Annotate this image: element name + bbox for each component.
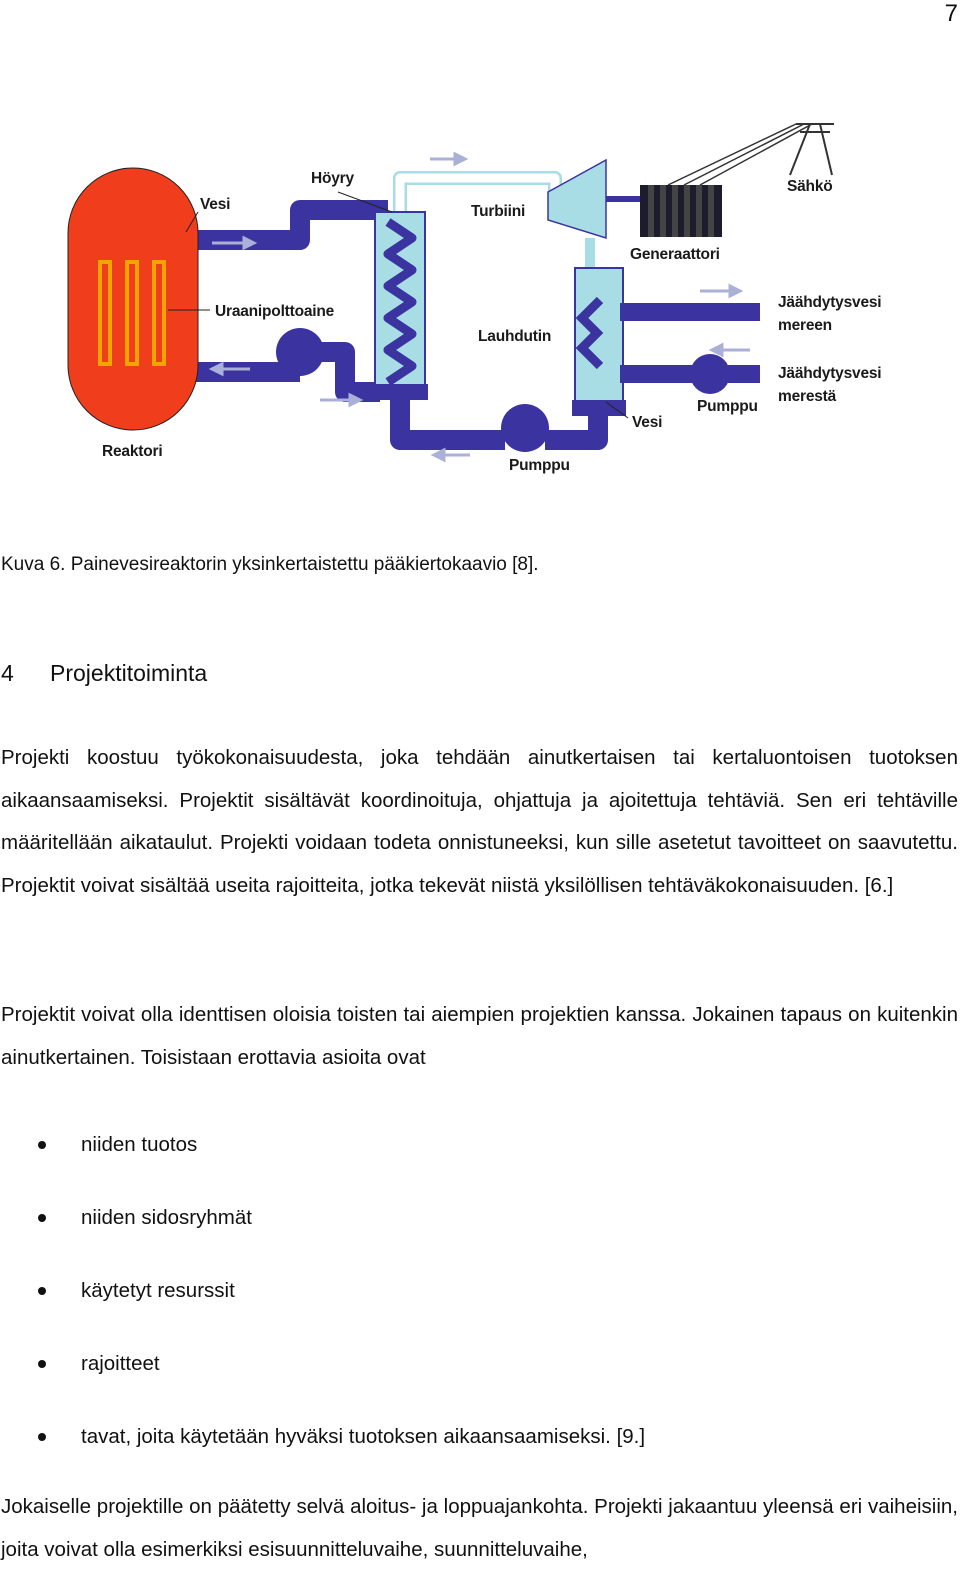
label-water-top: Vesi (200, 196, 231, 213)
bullet-list (0, 1123, 958, 1488)
bullet-icon (38, 1287, 46, 1295)
label-cooling-to-sea-1: Jäähdytysvesi (778, 294, 882, 311)
label-uranium-fuel: Uraanipolttoaine (215, 303, 335, 320)
label-pump-right: Pumppu (697, 398, 758, 415)
label-cooling-to-sea-2: mereen (778, 317, 832, 334)
feedwater-pump (501, 404, 549, 452)
label-reactor: Reaktori (102, 443, 163, 460)
list-item: tavat, joita käytetään hyväksi tuotoksen aikaansaamiseksi. [9.] (0, 1415, 958, 1488)
list-item: niiden tuotos (0, 1123, 958, 1196)
cooling-pump (690, 354, 730, 394)
steam-generator (372, 212, 428, 400)
label-cooling-from-sea-2: merestä (778, 388, 837, 405)
label-condenser: Lauhdutin (478, 328, 552, 345)
turbine (548, 160, 640, 238)
bullet-icon (38, 1214, 46, 1222)
section-heading (1, 658, 207, 688)
label-water-bottom: Vesi (632, 414, 663, 431)
pwr-diagram (50, 110, 930, 490)
label-steam: Höyry (311, 170, 354, 187)
condenser (572, 238, 760, 416)
label-turbine: Turbiini (471, 203, 526, 220)
section-title: Projektitoiminta (50, 660, 208, 686)
bullet-icon (38, 1360, 46, 1368)
label-generator: Generaattori (630, 246, 720, 263)
bullet-icon (38, 1141, 46, 1149)
label-cooling-from-sea-1: Jäähdytysvesi (778, 365, 882, 382)
figure-caption: Kuva 6. Painevesireaktorin yksinkertaistettu pääkiertokaavio [8]. (1, 554, 539, 575)
list-item: niiden sidosryhmät (0, 1196, 958, 1269)
label-pump-bottom: Pumppu (509, 457, 570, 474)
page-number: 7 (944, 0, 958, 27)
label-electricity: Sähkö (787, 178, 833, 195)
paragraph-3: Jokaiselle projektille on päätetty selvä aloitus- ja loppuajankohta. Projekti jakaantuu yleensä eri vaiheisiin, joita voivat olla esimerkiksi esisuunnitteluvaihe, suunnitteluvaihe, (1, 1495, 958, 1561)
list-item: rajoitteet (0, 1342, 958, 1415)
bullet-icon (38, 1433, 46, 1441)
paragraph-1: Projekti koostuu työkokonaisuudesta, joka tehdään ainutkertaisen tai kertaluontoisen tuotoksen aikaansaamiseksi. Projektit sisältävät koordinoituja, ohjattuja ja ajoitettuja tehtäviä. Sen eri tehtäville määritellään aikataulut. Projekti voidaan todeta onnistuneeksi, kun sille asetetut tavoitteet on saavutettu. Projektit voivat sisältää useita rajoitteita, jotka tekevät niistä yksilöllisen tehtäväkokonaisuuden. [6.] (1, 746, 958, 897)
list-item: käytetyt resurssit (0, 1269, 958, 1342)
reactor-vessel (68, 168, 198, 430)
section-number: 4 (1, 660, 14, 686)
feedwater-line (400, 400, 598, 452)
paragraph-2: Projektit voivat olla identtisen oloisia toisten tai aiempien projektien kanssa. Jokainen tapaus on kuitenkin ainutkertainen. Toisistaan erottavia asioita ovat (1, 1003, 958, 1069)
